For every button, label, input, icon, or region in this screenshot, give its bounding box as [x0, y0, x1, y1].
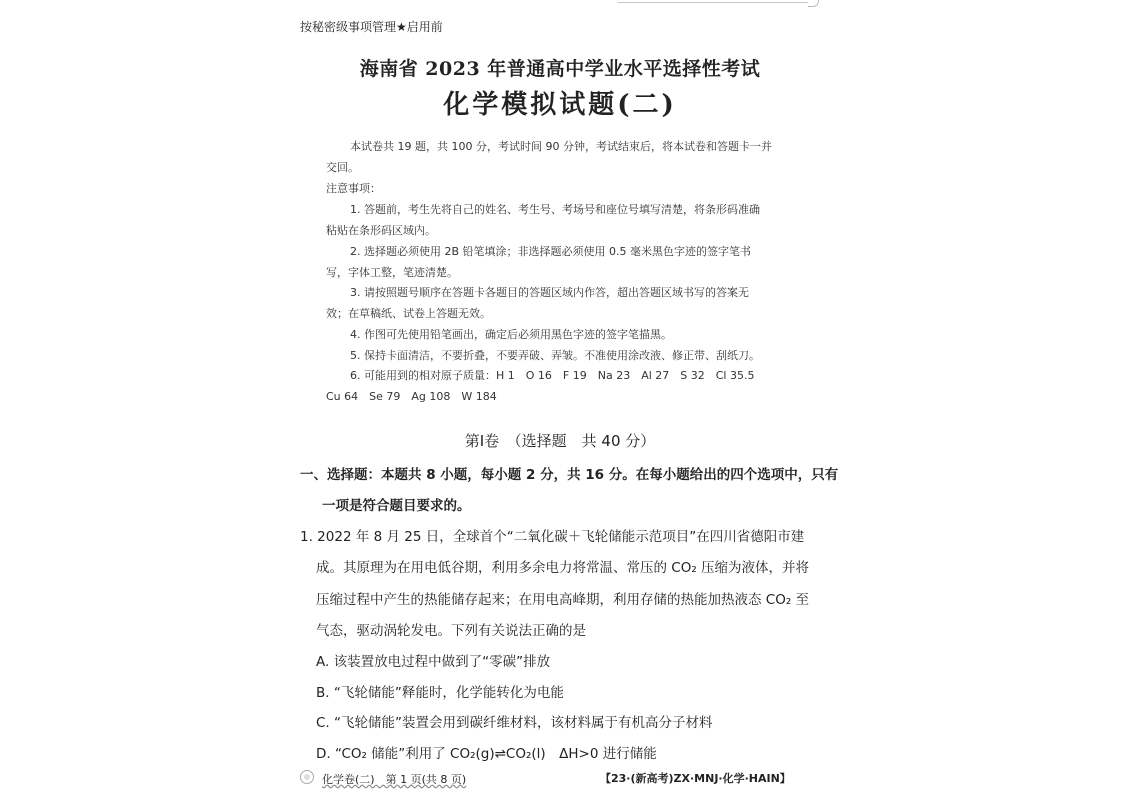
footer-page-info: 化学卷(二) 第 1 页(共 8 页)	[322, 773, 467, 786]
notice-item-1-line-1: 1. 答题前，考生先将自己的姓名、考生号、考场号和座位号填写清楚，将条形码准确	[350, 203, 760, 216]
question-1-line-1: 1. 2022 年 8 月 25 日，全球首个“二氧化碳＋飞轮储能示范项目”在四川省德阳市建	[300, 529, 805, 545]
question-1-line-3: 压缩过程中产生的热能储存起来；在用电高峰期，利用存储的热能加热液态 CO₂ 至	[316, 592, 810, 608]
section-title: 第Ⅰ卷 （选择题 共 40 分）	[464, 432, 656, 450]
top-edge-curl	[808, 0, 819, 7]
notice-item-2-line-2: 写，字体工整，笔迹清楚。	[326, 266, 458, 279]
paper-title: 化学模拟试题(二)	[443, 90, 677, 120]
option-d: D. “CO₂ 储能”利用了 CO₂(g)⇌CO₂(l) ΔH>0 进行储能	[316, 746, 657, 762]
exam-title: 海南省 2023 年普通高中学业水平选择性考试	[359, 58, 761, 80]
intro-line-2: 交回。	[326, 161, 359, 174]
secret-label: 按秘密级事项管理★启用前	[300, 20, 443, 34]
footer-circle-icon	[300, 770, 314, 784]
notice-item-5: 5. 保持卡面清洁，不要折叠，不要弄破、弄皱。不准使用涂改液、修正带、刮纸刀。	[350, 349, 760, 362]
top-edge-line	[618, 2, 808, 3]
question-1-line-2: 成。其原理为在用电低谷期，利用多余电力将常温、常压的 CO₂ 压缩为液体，并将	[316, 560, 810, 576]
notice-item-6-line-1: 6. 可能用到的相对原子质量：H 1 O 16 F 19 Na 23 Al 27 S 32 Cl 35.5	[350, 369, 755, 382]
footer-exam-code: 【23·(新高考)ZX·MNJ·化学·HAIN】	[600, 772, 791, 785]
option-a: A. 该装置放电过程中做到了“零碳”排放	[316, 654, 551, 670]
notice-item-1-line-2: 粘贴在条形码区域内。	[326, 224, 436, 237]
notice-item-3-line-1: 3. 请按照题号顺序在答题卡各题目的答题区域内作答，超出答题区域书写的答案无	[350, 286, 749, 299]
option-b: B. “飞轮储能”释能时，化学能转化为电能	[316, 685, 564, 701]
notice-item-6-line-2: Cu 64 Se 79 Ag 108 W 184	[326, 390, 497, 403]
notice-item-4: 4. 作图可先使用铅笔画出，确定后必须用黑色字迹的签字笔描黑。	[350, 328, 672, 341]
notice-item-3-line-2: 效；在草稿纸、试卷上答题无效。	[326, 307, 491, 320]
notice-item-2-line-1: 2. 选择题必须使用 2B 铅笔填涂；非选择题必须使用 0.5 毫米黑色字迹的签字笔书	[350, 245, 752, 258]
question-1-line-4: 气态，驱动涡轮发电。下列有关说法正确的是	[316, 623, 586, 639]
intro-line-1: 本试卷共 19 题，共 100 分，考试时间 90 分钟，考试结束后，将本试卷和答题卡一并	[350, 140, 772, 153]
part-heading-line-1: 一、选择题：本题共 8 小题，每小题 2 分，共 16 分。在每小题给出的四个选项中，只有	[300, 467, 839, 483]
notice-heading: 注意事项：	[326, 182, 381, 195]
part-heading-line-2: 一项是符合题目要求的。	[322, 498, 471, 514]
option-c: C. “飞轮储能”装置会用到碳纤维材料，该材料属于有机高分子材料	[316, 715, 713, 731]
